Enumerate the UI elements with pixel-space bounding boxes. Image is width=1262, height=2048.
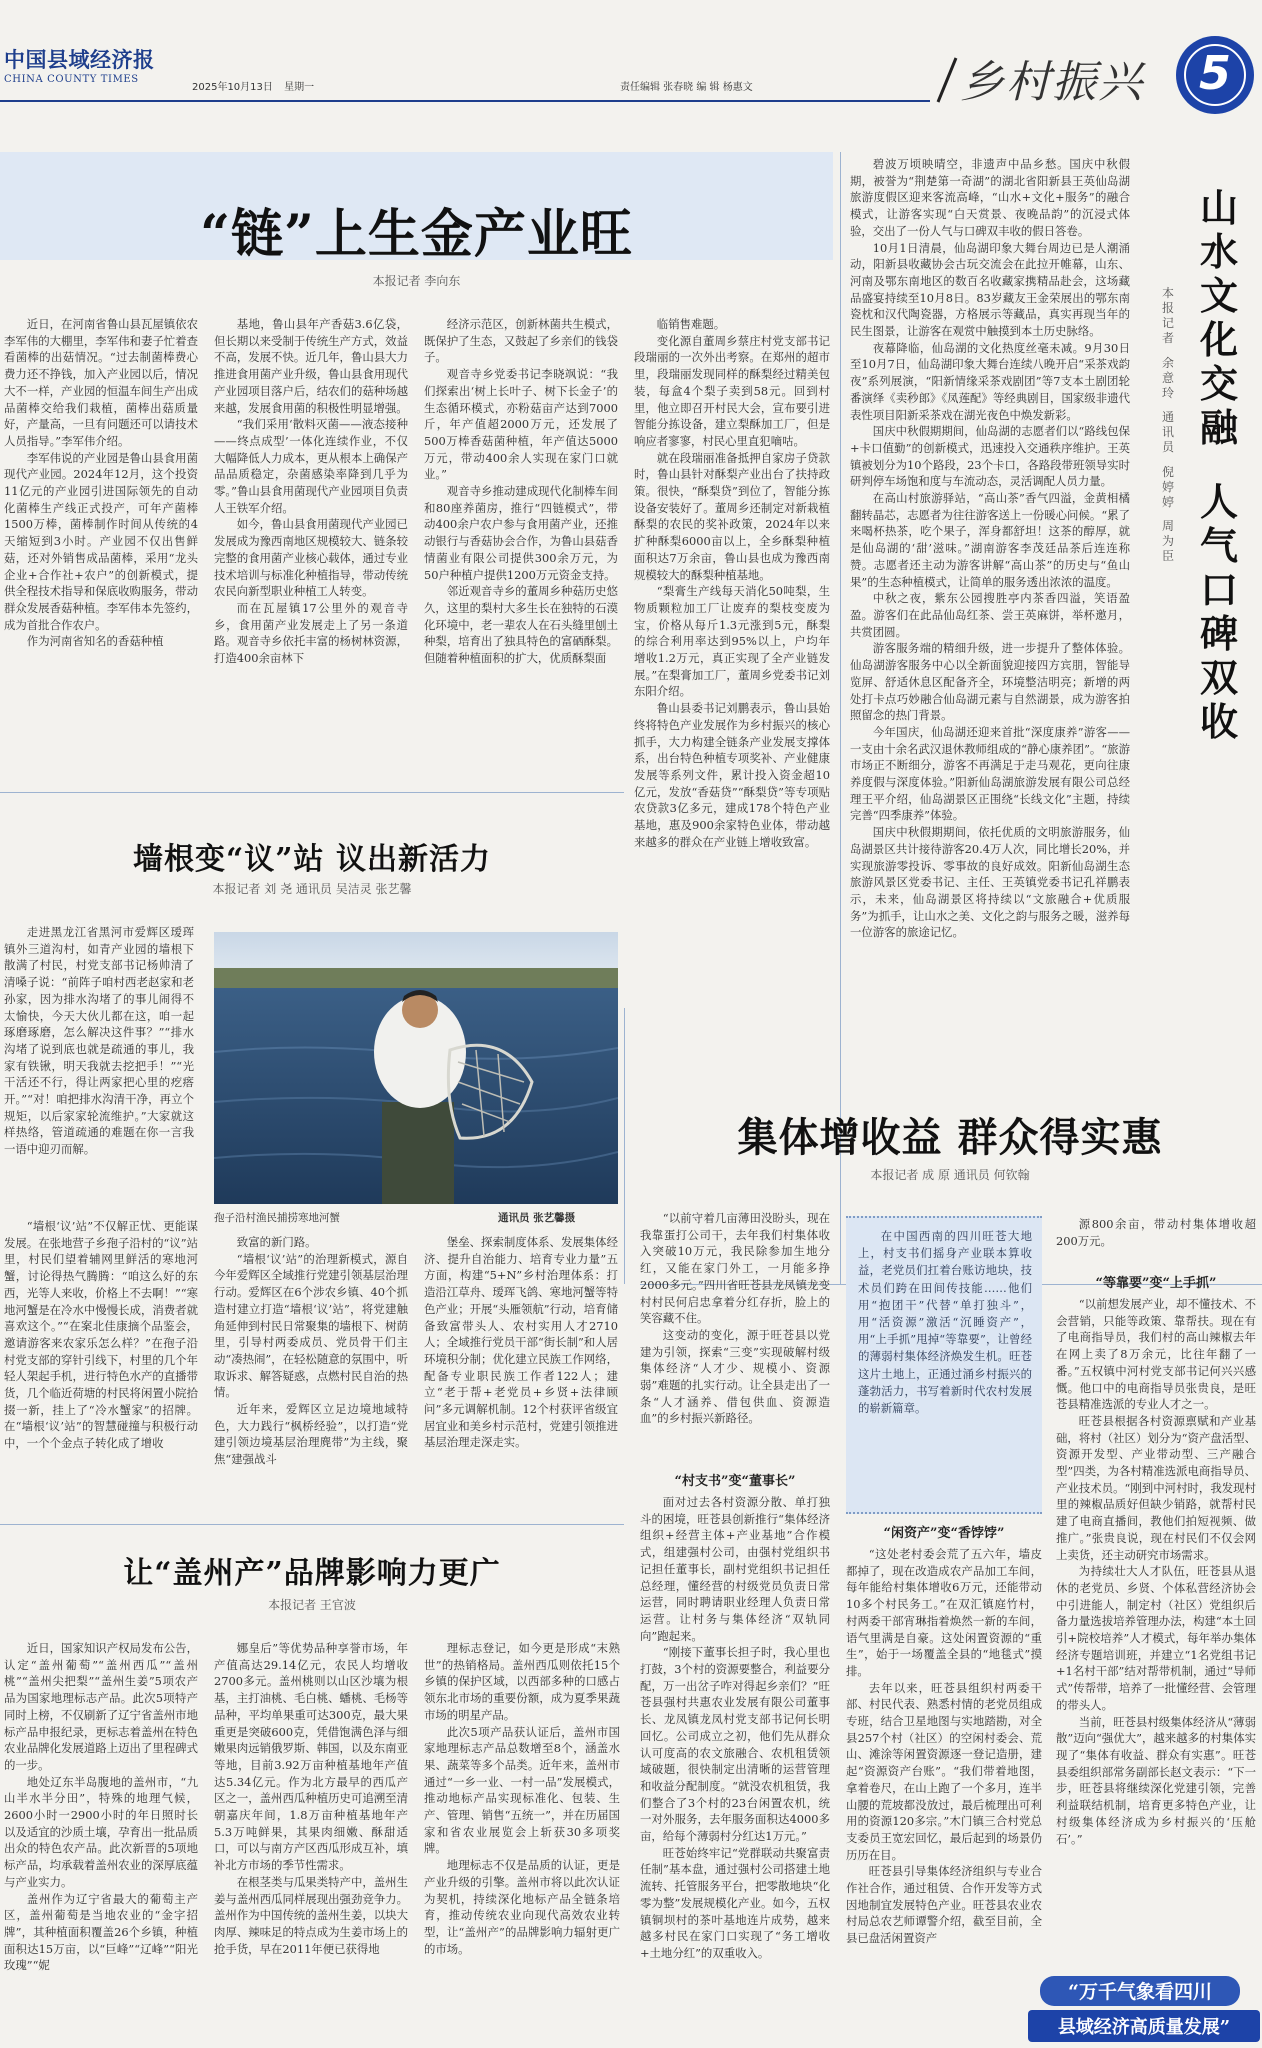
date-text: 2025年10月13日 [192,82,273,93]
paragraph: 当前，旺苍县村级集体经济从“薄弱散”迈向“强优大”，越来越多的村集体实现了“集体有收益、群众有实惠”。旺苍县委组织部常务副部长赵文表示：“下一步，旺苍县将继续深化党建引领，完善利益联结机制，培育更多特色产业，让村级集体经济成为乡村振兴的‘压舱石’。” [1056,1714,1256,1846]
weekday-text: 星期一 [284,82,315,93]
article-byline: 本报记者 李向东 [372,274,461,288]
vertical-char: 本 [1161,286,1174,300]
photo-credit: 通讯员 张艺馨摄 [498,1212,576,1224]
callout-text: 在中国西南的四川旺苍大地上，村支书们摇身产业联本算收益，老党员们扛着台账访地块，技术员们跨在田间传技能……他们用“抱团干”代替“单打独斗”，用“活资源”激活“沉睡资产”，用“上手抓”甩掉“等靠要”，让曾经的薄弱村集体经济焕发生机。旺苍这片土地上，正通过涌乡村振兴的蓬勃活力，书写着新时代农村发展的崭新篇章。 [858,1229,1032,1416]
paragraph: 就在段瑞丽准备抵押自家房子贷款时，鲁山县针对酥梨产业出台了扶持政策。很快，“酥梨贷”到位了，智能分拣设备安装好了。董周乡还制定对新栽植酥梨的农民的奖补政策，2024年以来扩种酥梨6000亩以上，全乡酥梨种植面积达7万余亩，鲁山县也成为豫西南规模较大的酥梨种植基地。 [634,450,830,582]
paragraph: 堡垒、探索制度体系、发展集体经济、提升自治能力、培育专业力量”五方面，构建“5+N”乡村治理体系：打造沿江草舟、瑷珲飞鸽、寒地河蟹等特色产业；开展“头雁领航”行动，培育储备致富带头人、农村实用人才2710人；全域推行党员干部“街长制”和人居环境积分制；优化建立民族工作网络，配备专业职民族工作者122人；建立“老于帮+老党员+乡贤+法律顾问”多元调解机制。12个村获评省级宜居宜业和美乡村示范村，党建引领推进基层治理走深走实。 [424,1235,618,1450]
article-column [4,1640,198,2046]
paragraph: 旺苍始终牢记“党群联动共聚富责任制”基本盘，通过强村公司搭建土地流转、托管服务平台，把零散地块“化零为整”发展规模化产业。如今，五权镇铜坝村的茶叶基地连片成势，越来越多村民在家门口实现了“务工增收+土地分红”的双重收入。 [640,1845,830,1960]
paragraph: “刚接下董事长担子时，我心里也打鼓，3个村的资源要整合，利益要分配，万一出岔子咋对得起乡亲们？”旺苍县强村共惠农业发展有限公司董事长、龙凤镇龙凤村党支部书记何长明回忆。公司成立之初，他们先从群众认可度高的农文旅融合、农机租赁领域破题，很快制定出清晰的运营管理和收益分配制度。“就没农机租赁，我们整合了3个村的23台闲置农机，统一对外服务，去年服务面积达4000多亩，给每个薄弱村分红达1万元。” [640,1645,830,1844]
article-column [1056,1216,1256,1252]
paragraph: 游客服务端的精细升级，进一步提升了整体体验。仙岛湖游客服务中心以全新面貌迎接四方宾朋，智能导览屏、舒适休息区配备齐全，环境整洁明亮；新增的两处打卡点巧妙融合仙岛湖元素与自然湖景，成为游客拍照留念的热门背景。 [850,641,1130,723]
article-column [4,316,198,782]
paragraph: 观音寺乡推动建成现代化制棒车间和80座养菌房，推行“四链模式”，带动400余户农户参与食用菌产业，还推动银行与香菇协会合作，为鲁山县菇香情菌业有限公司提供300余万元，为50户种植户提供1200万元资金支持。 [424,484,618,582]
paragraph: 经济示范区，创新林菌共生模式，既保护了生态，又鼓起了乡亲们的钱袋子。 [424,317,618,365]
article-column [846,1546,1042,2046]
photo-illustration [214,932,618,1204]
paragraph: 中秋之夜，紫东公园搜胜亭内茶香四溢，笑语盈盈。游客们在此品仙岛红茶、尝王英麻饼，举杯邀月，共赏团圆。 [850,591,1130,639]
paragraph: “墙根‘议’站”的治理新模式，源自今年爱辉区全域推行党建引领基层治理行动。爱辉区在6个涉农乡镇、40个抓造村建立打造“墙根‘议’站”，将党建触角延伸到村民日常聚集的墙根下、树荫里，引导村两委成员、党员骨干们主动“凑热闹”，在轻松随意的氛围中，听取诉求、解答疑惑，点燃村民自治的热情。 [214,1251,408,1400]
vertical-char: 报 [1161,301,1174,315]
vertical-char [1192,465,1246,480]
paragraph: 致富的新门路。 [236,1235,317,1249]
vertical-char [1192,450,1246,465]
article-border [0,1524,624,1525]
article-column [424,1640,620,2046]
vertical-char: 通 [1161,410,1174,425]
paragraph: 旺苍县根据各村资源禀赋和产业基础，将村（社区）划分为“资产盘活型、资源开发型、产业带动型、三产融合型”四类，为各村精准选派电商指导员、产业技术员。“刚到中河村时，我发现村里的辣椒品质好但缺少销路，就帮村民建了电商直播间，教他们拍短视频、做推广。”张贵良说，现在村民们不仅会网上卖货，还主动研究市场需求。 [1056,1413,1256,1562]
paragraph: “梨膏生产线每天消化50吨梨，生物质颗粒加工厂让废弃的梨枝变废为宝，价格从每斤1.3元涨到5元，酥梨的综合利用率达到95%以上，户均年增收1.2万元，真正实现了全产业链发展。”在梨膏加工厂，董周乡党委书记刘东阳介绍。 [634,584,830,699]
paragraph: 近年来，爱辉区立足边境地域特色，大力践行“枫桥经验”，以打造“党建引领边境基层治理麂带”为主线，聚焦“建强战斗 [214,1402,408,1467]
vertical-char: 玲 [1161,385,1174,400]
article-intro [640,1210,830,1468]
page-number-badge [1176,36,1254,114]
vertical-char: 水 [1199,229,1238,274]
article-column [640,1494,830,2046]
paragraph: 近日，在河南省鲁山县瓦屋镇依农李军伟的大棚里，李军伟和妻子忙着查看菌棒的出菇情况。“过去制菌棒费心费力还不挣钱，加入产业园以后，情况大不一样，产业园的恒温车间生产出成品菌棒交给我们栽植，菌棒出菇质量好，产量高，一旦有问题还可以请技术人员指导。”李军伟介绍。 [4,317,198,448]
paragraph: 走进黑龙江省黑河市爱辉区瑷珲镇外三道沟村，如青产业园的墙根下散满了村民，村党支部书记杨帅清了清嗓子说：“前阵子咱村西老赵家和老孙家，因为排水沟堵了的事儿闹得不太愉快，今天大伙儿都在这，咱一起琢磨琢磨，怎么解决这件事？”“排水沟堵了说到底也就是疏通的事儿，我家有铁锹，明天我就去挖把手！”“光干活还不行，得让两家把心里的疙瘩开。”“对！咱把排水沟清干净，再立个规矩，以后家家轮流维护。”大家就这样热络，管道疏通的难题在你一言我一语中迎刃而解。 [4,925,194,1157]
paragraph: “以前守着几亩薄田没盼头，现在我靠蛋打公司干，去年我们村集体收入突破10万元，我民除参加生地分红，又能在家门外工，一月能多挣2000多元。”四川省旺苍县龙凤镇龙变村村民何启忠拿着分红存折，脸上的笑容藏不住。 [640,1211,830,1326]
masthead-rule [0,100,930,102]
paragraph: “以前想发展产业，却不懂技术、不会营销，只能等政策、靠帮扶。现在有了电商指导员，我们村的高山辣椒去年在网上卖了8万余元，比往年翻了一番。”五权镇中河村党支部书记何兴兴感慨。他口中的电商指导员张贵良，是旺苍县精准选派的专业人才之一。 [1056,1297,1256,1412]
article-byline: 本报记者 成 原 通讯员 何钦翰 [870,1168,1030,1182]
paragraph: 临销售难题。 [656,317,726,331]
paragraph: “墙根‘议’站”不仅解正忧、更能谋发展。在张地营子乡孢子沿村的“议”站里，村民们望着辅网里鲜活的寒地河蟹，讨论得热气腾腾：“咱这么好的东西，光等人来收，价格上不去啊！”“寒地河蟹是在冷水中慢慢长成，消费者就喜欢这个。”“在案北佳康摘个品鉴会，邀请游客来农家乐怎么样？”在孢子沿村党支部的穿针引线下，村里的几个年轻人架起手机，进行特色水产的直播带货，几个临近荷塘的村民将闲置小院拾掇一新，挂上了“冷水蟹家”的招牌。在“墙根‘议’站”的智慧碰撞与积极行动中，一个个金点子转化成了增收 [4,1219,198,1451]
paragraph: 去年以来，旺苍县组织村两委干部、村民代表、熟悉村情的老党员组成专班，结合卫星地图与实地踏勘，对全县257个村（社区）的空闲村委会、荒山、滩涂等闲置资源逐一登记造册，建起“资源资产台账”。“我们带着地图，拿着卷尺，在山上跑了一个多月，连半山腰的荒坡都没放过，最后梳理出可利用的资源120多宗。”木门镇三合村党总支委员王宽宏回忆，最后起到的场景仍历历在目。 [846,1680,1042,1862]
article-column [214,1640,408,2046]
vertical-char: 婷 [1161,479,1174,494]
article-headline: 集体增收益 群众得实惠 [737,1114,1163,1161]
vertical-char: 收 [1199,699,1238,745]
article-column [214,1234,408,1516]
article-column [214,316,408,782]
paragraph: 盖州作为辽宁省最大的葡萄主产区，盖州葡萄是当地农业的“金字招牌”，其种植面积覆盖26个乡镇，种植面积达15万亩，以“巨峰”“辽峰”“阳光玫瑰”“妮 [4,1891,198,1973]
article-headline-vertical [1192,186,1246,744]
article-column [4,1218,198,1516]
callout-box [846,1216,1042,1514]
photo-caption: 孢子沿村渔民捕捞寒地河蟹 [214,1212,340,1224]
paper-name-en: CHINA COUNTY TIMES [4,74,139,85]
article-headline: 墙根变“议”站 议出新活力 [133,842,491,877]
article-column [1056,1296,1256,1964]
paragraph: 今年国庆，仙岛湖还迎来首批“深度康养”游客——一支由十余名武汉退休教师组成的“静心康养团”。“旅游市场正不断细分，游客不再满足于走马观花，更向往康养度假与深度体验。”阳新仙岛湖旅游发展有限公司总经理王平介绍，仙岛湖景区正围绕“长线文化”主题，持续完善“四季康养”体验。 [850,724,1130,823]
paragraph: 近日，国家知识产权局发布公告，认定“盖州葡萄”“盖州西瓜”“盖州桃”“盖州尖把梨”“盖州生姜”5项农产品为国家地理标志产品。此次5项特产同时上榜，不仅刷新了辽宁省盖州市地标产品申报纪录，更标志着盖州在特色农业品牌化发展道路上迈出了里程碑式的一步。 [4,1641,198,1772]
article-column [424,1234,618,1516]
subheading: “闲资产”变“香饽饽” [883,1526,1005,1541]
article-intro [4,924,194,1200]
paragraph: 旺苍县引导集体经济组织与专业合作社合作，通过租赁、合作开发等方式因地制宜发展特色产业。旺苍县农业农村局总农艺师谭警介绍，截至目前，全县已盘活闲置资产 [846,1864,1042,1946]
vertical-char: 文 [1199,273,1238,318]
paragraph: 李军伟说的产业园是鲁山县食用菌现代产业园。2024年12月，这个投资11亿元的产业园引进国际领先的自动化菌棒生产线正式投产，可年产菌棒1500万棒，菌棒制作时间从传统的4天缩短到3小时。产业园不仅出售鲜菇，还对外销售成品菌棒，采用“龙头企业+合作社+农户”的创新模式，提供全程技术指导和保底收购服务，带动群众发展香菇种植。李军伟本先签约，成为首批合作农户。 [4,450,198,632]
vertical-char: 倪 [1161,464,1174,479]
paragraph: 夜幕降临，仙岛湖的文化热度丝毫未减。9月30日至10月7日，仙岛湖印象大舞台连续八晚开启“采茶戏韵夜”系列展演，“阳新情缘采茶戏剧团”等7支本土剧团轮番演绎《卖秒郎》《凤莲配》等经典剧目，国家级非遗代表性项目阳新采茶戏在湖光夜色中焕发新彩。 [850,340,1130,422]
paragraph: 作为河南省知名的香菇种植 [26,634,164,649]
article-byline: 本报记者 刘 尧 通讯员 吴洁灵 张艺馨 [212,882,412,896]
vertical-char: 婷 [1161,494,1174,509]
paragraph: 这变动的变化，源于旺苍县以党建为引领，探索“三变”实现破解村级集体经济“人才少、规模小、资源弱”难题的扎实行动。让全县走出了一条“人才涵养、借包供血、资源造血”的乡村振兴新路径。 [640,1327,830,1426]
vertical-char: 余 [1161,355,1174,370]
article-byline-vertical [1148,286,1188,564]
article-headline: “链”上生金产业旺 [200,204,633,265]
paper-name: 中国县域经济报 [4,47,155,72]
paragraph: 理标志登记，如今更是形成“末熟世”的热销格局。盖州西瓜则依托15个乡镇的保护区域，以西部多种的口感占领东北市场的重要份额，成为夏季果蔬市场的明星产品。 [424,1641,620,1722]
article-headline: 让“盖州产”品牌影响力更广 [123,1556,501,1591]
promo-line2: 县域经济高质量发展” [1057,2017,1231,2038]
paragraph: 10月1日清晨，仙岛湖印象大舞台周边已是人潮涌动，阳新县收藏协会古玩交流会在此拉开帷幕，山东、河南及鄂东南地区的数百名收藏家携精品赴会，这场藏品盛宴持续至10月8日。83岁藏友王金荣展出的鄂东南瓷枕和汉代陶瓷器，方格展示等藏品，真实再现当年的民生图景，让游客在观赏中触摸到本土历史脉络。 [850,240,1130,339]
paragraph: 在根茎类与瓜果类特产中，盖州生姜与盖州西瓜同样展现出强劲竞争力。盖州作为中国传统的盖州生姜，以块大肉厚、辣味足的特点成为生姜市场上的抢手货，早在2011年便已获得地 [214,1874,408,1956]
vertical-char: 人 [1199,479,1238,525]
paragraph: “这处老村委会荒了五六年，墙皮都掉了，现在改造成农产品加工车间，每年能给村集体增收6万元，还能带动10多个村民务工。”在双汇镇庭竹村，村两委干部宵琳指着焕然一新的车间，语气里满是自豪。这处闲置资源的“重生”，始于一场覆盖全县的“地毯式”摸排。 [846,1547,1042,1678]
article-border [624,1008,625,1284]
paragraph: 源800余亩，带动村集体增收超200万元。 [1056,1217,1256,1248]
vertical-char: 气 [1199,523,1238,569]
fisherman-photo [214,932,618,1204]
paragraph: 而在瓦屋镇17公里外的观音寺乡，食用菌产业发展走上了另一条道路。观音寺乡依托丰富的杨树林资源，打造400余亩林下 [214,600,408,666]
vertical-char: 碑 [1199,611,1238,657]
vertical-char: 交 [1199,361,1238,406]
paragraph: 国庆中秋假期期间，仙岛湖的志愿者们以“路线包保+卡口值勤”的创新模式，迅速投入交通秩序维护。王英镇被划分为10个路段，23个卡口，各路段带班领导实时研判停车场饱和度与车流动态，灵活调配人员力量。 [850,424,1130,489]
vertical-char: 融 [1199,405,1238,450]
paragraph: 变化源自董周乡蔡庄村党支部书记段瑞丽的一次外出考察。在郑州的超市里，段瑞丽发现同样的酥梨经过精美包装，每盒4个梨子卖到58元。回到村里，他立即召开村民大会，宣布要引进智能分拣设备，建立梨酥加工厂，但是响应者寥寥，村民心里直犯嘀咕。 [634,333,830,448]
article-border [0,792,624,793]
promo-banner [1026,1970,1262,2048]
section-slash-icon [932,56,962,104]
paragraph: 邻近观音寺乡的董周乡种菇历史悠久，这里的梨村大多生长在独特的石漠化环境中，老一辈农人在石头缝里刨土种梨，培育出了独具特色的富硒酥梨。但随着种植面积的扩大，优质酥梨面 [424,584,618,666]
paragraph: 国庆中秋假期期间，依托优质的文明旅游服务，仙岛湖景区共计接待游客20.4万人次，同比增长20%，并实现旅游零投诉、零事故的良好成效。阳新仙岛湖生态旅游风景区党委书记、主任、王英镇党委书记孔祥鹏表示，未来，仙岛湖景区将持续以“文旅融合+优质服务”为抓手，让山水之美、文化之韵与服务之暖，滋养每一位游客的旅途记忆。 [850,825,1130,940]
vertical-char: 意 [1161,370,1174,385]
promo-line1: “万千气象看四川 [1068,1981,1212,2003]
paragraph: 面对过去各村资源分散、单打独斗的困境，旺苍县创新推行“集体经济组织+经营主体+产业基地”合作模式，组建强村公司，由强村党组织书记担任董事长，副村党组织书记担任总经理，懂经营的村级党员负责日常运营，同时聘请职业经理人负责日常运营。让村务与集体经济“双轨同向”跑起来。 [640,1495,830,1643]
paragraph: 碧波万顷映晴空，非遗声中品乡愁。国庆中秋假期，被誉为“荆楚第一奇湖”的湖北省阳新县王英仙岛湖旅游度假区迎来客流高峰，“山水+文化+服务”的融合模式，让游客实现“白天赏景、夜晚品韵”的沉浸式体验，交出了一份人气与口碑双丰收的假日答卷。 [850,157,1130,238]
section-title: 乡村振兴 [960,57,1144,108]
paragraph: “我们采用‘散料灭菌——液态接种——终点成型’一体化连续作业，不仅大幅降低人力成本，更从根本上确保产品品质稳定，杂菌感染率降到几乎为零。”鲁山县食用菌现代产业园项目负责人王铁军介绍。 [214,417,408,515]
paragraph: 基地，鲁山县年产香菇3.6亿袋，但长期以来受制于传统生产方式，效益不高，发展不快。近几年，鲁山县大力推进食用菌产业升级，鲁山县食用现代产业园项目落户后，结农们的菇种场越来越，发展食用菌的积极性明显增强。 [214,317,408,415]
vertical-char: 臣 [1161,549,1174,564]
editor-credits: 责任编辑 张春晓 编 辑 杨惠文 [620,82,753,93]
subheading: “村支书”变“董事长” [674,1474,796,1489]
paper-logo [4,44,164,85]
vertical-char: 讯 [1161,425,1174,440]
vertical-char: 周 [1161,519,1174,534]
vertical-char: 双 [1199,655,1238,701]
vertical-char: 者 [1161,331,1174,345]
paragraph: 娜皇后”等优势品种享誉市场，年产值高达29.14亿元，农民人均增收2700多元。盖州桃则以山区沙壤为根基，主打油桃、毛白桃、蟠桃、毛杨等品种，平均单果重可达300克，最大果重更是突破600克，凭借饱满色泽与细嫩果肉远销俄罗斯、韩国，以及东南亚等地，目前3.92万亩种植基地年产值达5.34亿元。作为北方最早的西瓜产区之一，盖州西瓜种植历史可追溯至清朝嘉庆年间，1.8万亩种植基地年产5.3万吨鲜果，其果肉细嫩、酥甜适口，可以与南方产区西瓜形成互补，填补北方市场的季节性需求。 [214,1641,408,1873]
article-column [424,316,618,782]
paragraph: 在高山村旅游驿站，“高山茶”香气四溢，金黄相橘翻转晶芯，志愿者为往往游客送上一份暖心问候。“累了来喝杯热茶，吃个果子，浑身都舒坦！这茶的醇厚，就是仙岛湖的‘甜’滋味。”湖南游客李茂廷品茶后连连称赞。志愿者还主动为游客讲解“高山茶”的历史与“鱼山果”的生态种植模式，让简单的服务透出浓浓的温度。 [850,491,1130,589]
paragraph: 观音寺乡党委书记李晓飒说：“我们探索出‘树上长叶子、树下长金子’的生态循环模式，亦粉菇亩产达到7000斤，年产值超2000万元，还发展了500万棒香菇菌种植，年产值达5000万元，带动400余人实现在家门口就业。” [424,367,618,482]
vertical-char: 化 [1199,317,1238,362]
paragraph: 如今，鲁山县食用菌现代产业园已发展成为豫西南地区规模较大、链条较完整的食用菌产业核心载体，通过专业技术培训与标准化种植指导，带动传统农民向新型职业种植工人转变。 [214,517,408,599]
page-number: 5 [1198,46,1231,100]
vertical-char: 记 [1161,316,1174,330]
paragraph: 地处辽东半岛腹地的盖州市，“九山半水半分田”，特殊的地理气候，2600小时一2900小时的年日照时长以及适宜的沙质土壤，孕育出一批品质出众的特色农产品。此次新晋的5项地标产品，均承载着盖州农业的深厚底蕴与产业实力。 [4,1774,198,1889]
paragraph: 此次5项产品获认证后，盖州市国家地理标志产品总数增至8个，涵盖水果、蔬菜等多个品类。近年来，盖州市通过“一乡一业、一村一品”发展模式，推动地标产品实现标准化、包装、生产、管理、销售“五统一”，并在历届国家和省农业展览会上斩获30多项奖牌。 [424,1724,620,1856]
paragraph: 地理标志不仅是品质的认证，更是产业升级的引擎。盖州市将以此次认证为契机，持续深化地标产品全链条培育，推动传统农业向现代高效农业转型，让“盖州产”的品牌影响力辐射更广的市场。 [424,1858,620,1956]
paragraph: 鲁山县委书记刘鹏表示，鲁山县始终将特色产业发展作为乡村振兴的核心抓手，大力构建全链条产业发展支撑体系，出台特色种植专项奖补、产业健康发展等系列文件，累计投入资金超10亿元，发放“香菇贷”“酥梨贷”等专项贴农贷款3亿多元，建成178个特色产业基地，惠及900余家特色业体，带动越来越多的群众在产业链上增收致富。 [634,701,830,849]
vertical-char: 山 [1199,185,1238,230]
article-byline: 本报记者 王官波 [268,1598,356,1612]
vertical-char: 为 [1161,534,1174,549]
vertical-char: 口 [1199,567,1238,613]
paragraph: 为持续壮大人才队伍，旺苍县从退休的老党员、乡贤、个体私营经济协会中引进能人，制定村（社区）党组织后备力量选拔培养管理办法，构建“本土回引+院校培养”人才模式，每年举办集体经济专题培训班，并建立“1名党组书记+1名村干部”结对帮带机制，通过“导师式”传帮带，培养了一批懂经营、会管理的带头人。 [1056,1564,1256,1712]
vertical-char: 员 [1161,440,1174,455]
subheading: “等靠要”变“上手抓” [1095,1276,1217,1291]
issue-date [192,78,314,93]
